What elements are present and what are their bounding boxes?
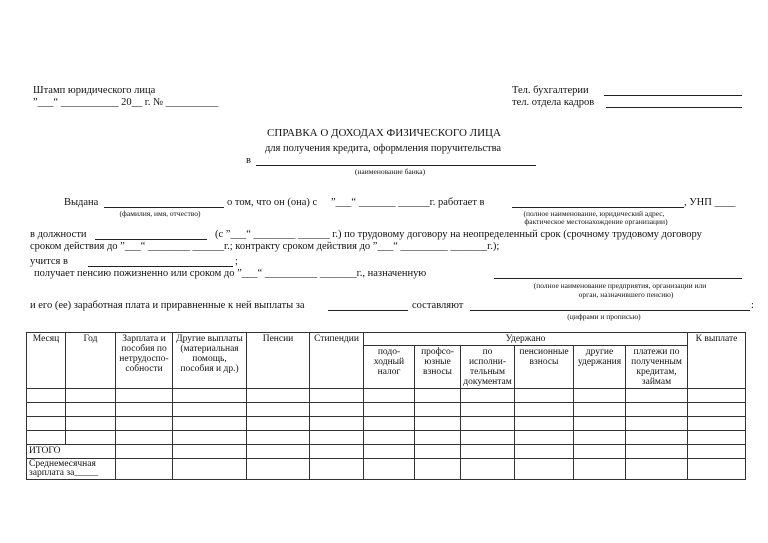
average-salary-label: Среднемесячная зарплата за_____ — [27, 459, 116, 480]
full-name-field[interactable] — [104, 207, 224, 208]
hr-phone-field[interactable] — [606, 107, 742, 108]
stamp-label: Штамп юридического лица — [33, 85, 156, 96]
header-union-fees: профсо-юзные взносы — [415, 346, 461, 389]
accounting-phone-label: Тел. бухгалтерии — [512, 85, 589, 96]
header-other-deductions: другие удержания — [574, 346, 626, 389]
accounting-phone-field[interactable] — [604, 95, 742, 96]
organization-hint-1: (полное наименование, юридический адрес, — [523, 209, 665, 218]
pension-hint-1: (полное наименование предприятия, организации или — [533, 281, 707, 290]
table-row[interactable] — [27, 431, 746, 445]
salary-amount-label: составляют — [412, 300, 464, 311]
bank-name-field[interactable] — [256, 165, 536, 166]
salary-text: и его (ее) заработная плата и приравненные к ней выплаты за — [30, 300, 305, 311]
header-other-payments: Другие выплаты (материальная помощь, пособия и др.) — [173, 333, 247, 389]
header-to-pay: К выплате — [688, 333, 746, 389]
header-income-tax: подо-ходный налог — [364, 346, 415, 389]
header-pensions: Пенсии — [247, 333, 310, 389]
issue-date-number-line: ”___“ ___________ 20__ г. № __________ — [33, 97, 219, 108]
header-enforcement: по исполни-тельным документам — [461, 346, 515, 389]
header-month: Месяц — [27, 333, 66, 389]
study-label: учится в — [30, 256, 68, 267]
bank-in-label: в — [246, 155, 251, 166]
employment-date-text: ”___“ _______ ______г. работает в — [331, 197, 485, 208]
income-table — [26, 332, 746, 480]
organization-field[interactable] — [512, 207, 684, 208]
study-field[interactable] — [88, 266, 233, 267]
table-row-total[interactable] — [27, 445, 746, 459]
pension-organization-field[interactable] — [494, 278, 742, 279]
full-name-hint: (фамилия, имя, отчество) — [119, 209, 201, 218]
header-stipends: Стипендии — [310, 333, 364, 389]
contract-line-2: сроком действия до ”___“ ________ ______г.; контракту сроком действия до ”___“ _________ _______г.); — [30, 241, 500, 252]
salary-period-field[interactable] — [328, 310, 408, 311]
position-field[interactable] — [95, 239, 207, 240]
header-deductions: Удержано — [364, 333, 688, 346]
header-pension-contributions: пенсионные взносы — [515, 346, 574, 389]
table-row[interactable] — [27, 417, 746, 431]
unp-field: , УНП ____ — [684, 197, 736, 208]
total-label: ИТОГО — [27, 445, 116, 459]
header-salary: Зарплата и пособия по нетрудоспо-собности — [116, 333, 173, 389]
salary-amount-field[interactable] — [470, 310, 750, 311]
table-row-average[interactable] — [27, 459, 746, 480]
header-year: Год — [66, 333, 116, 389]
table-row[interactable] — [27, 389, 746, 403]
document-title: СПРАВКА О ДОХОДАХ ФИЗИЧЕСКОГО ЛИЦА — [267, 127, 501, 139]
salary-amount-hint: (цифрами и прописью) — [567, 312, 641, 321]
bank-name-hint: (наименование банка) — [354, 167, 426, 176]
pension-text: получает пенсию пожизненно или сроком до ”___“ __________ _______г., назначенную — [34, 268, 427, 279]
position-label: в должности — [30, 229, 87, 240]
salary-end: : — [751, 300, 754, 311]
header-loan-payments: платежи по полученным кредитам, займам — [626, 346, 688, 389]
hr-phone-label: тел. отдела кадров — [512, 97, 595, 108]
pension-hint-2: орган, назначившего пенсию) — [578, 290, 674, 299]
organization-hint-2: фактическое местонахождение организации) — [524, 217, 668, 226]
study-end: ; — [235, 256, 238, 267]
contract-line-1: (с ”___“ ________ ______ г.) по трудовому договору на неопределенный срок (срочному трудовому договору — [215, 229, 702, 240]
issued-that-text: о том, что он (она) с — [227, 197, 318, 208]
document-purpose: для получения кредита, оформления поручительства — [264, 143, 502, 154]
issued-label: Выдана — [64, 197, 99, 208]
table-row[interactable] — [27, 403, 746, 417]
